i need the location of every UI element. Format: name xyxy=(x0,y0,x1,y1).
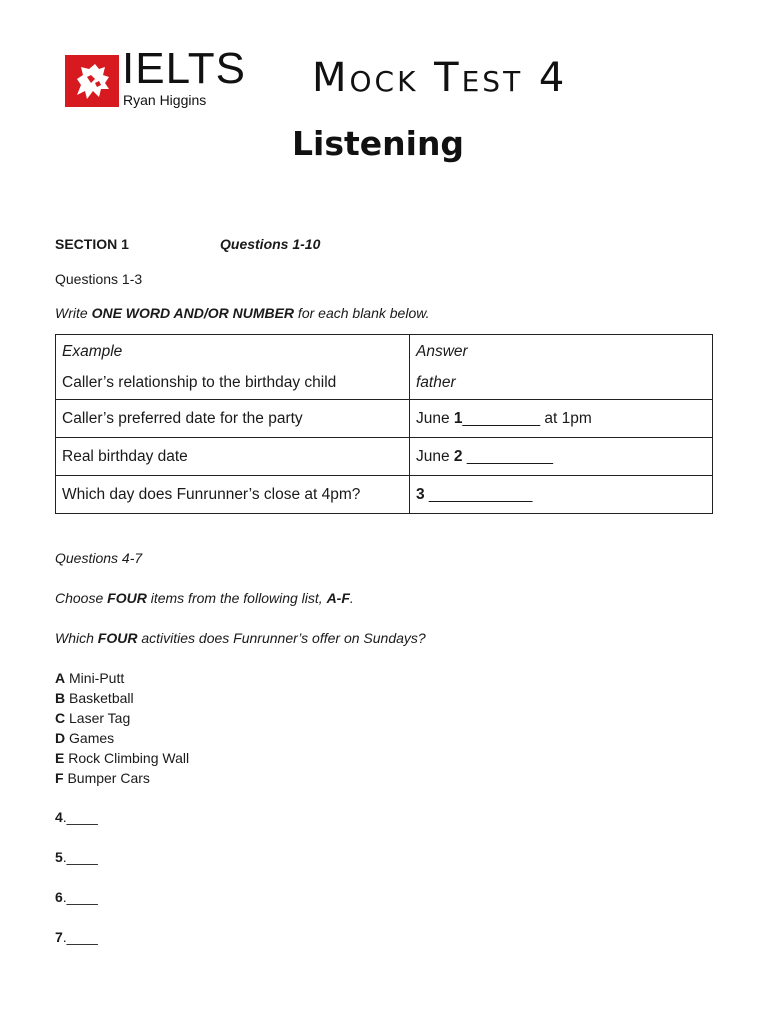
question-cell: Caller’s preferred date for the party xyxy=(56,400,410,438)
instruction-text: for each blank below. xyxy=(294,305,430,321)
answer-prefix: June xyxy=(416,409,454,427)
question-cell: Which day does Funrunner’s close at 4pm? xyxy=(56,476,410,514)
table-row xyxy=(56,438,713,476)
answer-cell[interactable] xyxy=(410,400,713,438)
answer-blank[interactable]: .____ xyxy=(62,849,98,865)
option-text: Games xyxy=(65,730,115,746)
option-text: Laser Tag xyxy=(65,710,131,726)
question-text: Which xyxy=(55,630,98,646)
instruction-emphasis: ONE WORD AND/OR NUMBER xyxy=(91,305,295,321)
answer-blank[interactable]: .____ xyxy=(62,929,98,945)
answer-blank[interactable]: ____________ xyxy=(424,485,533,503)
option-text: Bumper Cars xyxy=(63,770,150,786)
question-number: 5 xyxy=(55,849,63,865)
list-item-option-a xyxy=(55,669,124,687)
instruction-emphasis: FOUR xyxy=(107,590,147,606)
page-title: Mock Test 4 xyxy=(312,55,568,101)
logo-brand-text: IELTS xyxy=(122,44,247,93)
answer-line-5[interactable] xyxy=(55,848,98,866)
list-item-option-b xyxy=(55,689,134,707)
question-number: 2 xyxy=(453,447,463,465)
question-number: 3 xyxy=(416,485,425,503)
instruction-emphasis: A-F xyxy=(326,590,350,606)
example-answer-cell xyxy=(410,335,713,400)
lion-emblem-icon xyxy=(65,55,119,107)
list-item-option-e xyxy=(55,749,189,767)
question-emphasis: FOUR xyxy=(97,630,138,646)
list-item-option-c xyxy=(55,709,130,727)
option-text: Mini-Putt xyxy=(65,670,125,686)
option-letter: F xyxy=(55,770,64,786)
option-letter: C xyxy=(55,710,66,726)
question-number: 7 xyxy=(55,929,63,945)
instruction-text: . xyxy=(349,590,354,606)
section-questions-range: Questions 1-10 xyxy=(220,236,321,252)
question-number: 6 xyxy=(55,889,63,905)
question-cell: Real birthday date xyxy=(56,438,410,476)
part1-heading: Questions 1-3 xyxy=(55,271,143,287)
question-number: 1 xyxy=(453,409,463,427)
answer-blank[interactable]: __________ xyxy=(462,447,554,465)
option-letter: D xyxy=(55,730,66,746)
section-label: SECTION 1 xyxy=(55,236,129,252)
option-letter: A xyxy=(55,670,66,686)
answer-label: Answer xyxy=(416,343,468,360)
list-item-option-f xyxy=(55,769,150,787)
list-item-option-d xyxy=(55,729,114,747)
part2-choose-instruction xyxy=(55,589,354,607)
table-row xyxy=(56,476,713,514)
table-row xyxy=(56,400,713,438)
answer-line-6[interactable] xyxy=(55,888,98,906)
answer-blank[interactable]: _________ at 1pm xyxy=(462,409,592,427)
answer-blank[interactable]: .____ xyxy=(62,889,98,905)
answer-line-7[interactable] xyxy=(55,928,98,946)
example-question-cell xyxy=(56,335,410,400)
page-subtitle: Listening xyxy=(292,124,465,163)
answer-blank[interactable]: .____ xyxy=(62,809,98,825)
instruction-text: Write xyxy=(55,305,92,321)
questions-table xyxy=(55,334,713,514)
answer-cell[interactable] xyxy=(410,438,713,476)
answer-prefix: June xyxy=(416,447,454,465)
question-text: activities does Funrunner’s offer on Sundays? xyxy=(137,630,426,646)
part2-which-question xyxy=(55,629,426,647)
option-letter: E xyxy=(55,750,65,766)
answer-line-4[interactable] xyxy=(55,808,98,826)
ielts-logo xyxy=(65,44,257,108)
example-label: Example xyxy=(62,343,123,360)
instruction-text: Choose xyxy=(55,590,108,606)
option-text: Basketball xyxy=(65,690,134,706)
table-row-example xyxy=(56,335,713,400)
part2-heading: Questions 4-7 xyxy=(55,550,143,566)
logo-author-text: Ryan Higgins xyxy=(123,92,207,108)
instruction-text: items from the following list, xyxy=(146,590,327,606)
answer-cell[interactable] xyxy=(410,476,713,514)
example-question: Caller’s relationship to the birthday child xyxy=(62,374,337,391)
option-letter: B xyxy=(55,690,66,706)
question-number: 4 xyxy=(55,809,63,825)
example-answer: father xyxy=(416,374,456,391)
part1-instruction xyxy=(55,304,429,322)
option-text: Rock Climbing Wall xyxy=(64,750,190,766)
